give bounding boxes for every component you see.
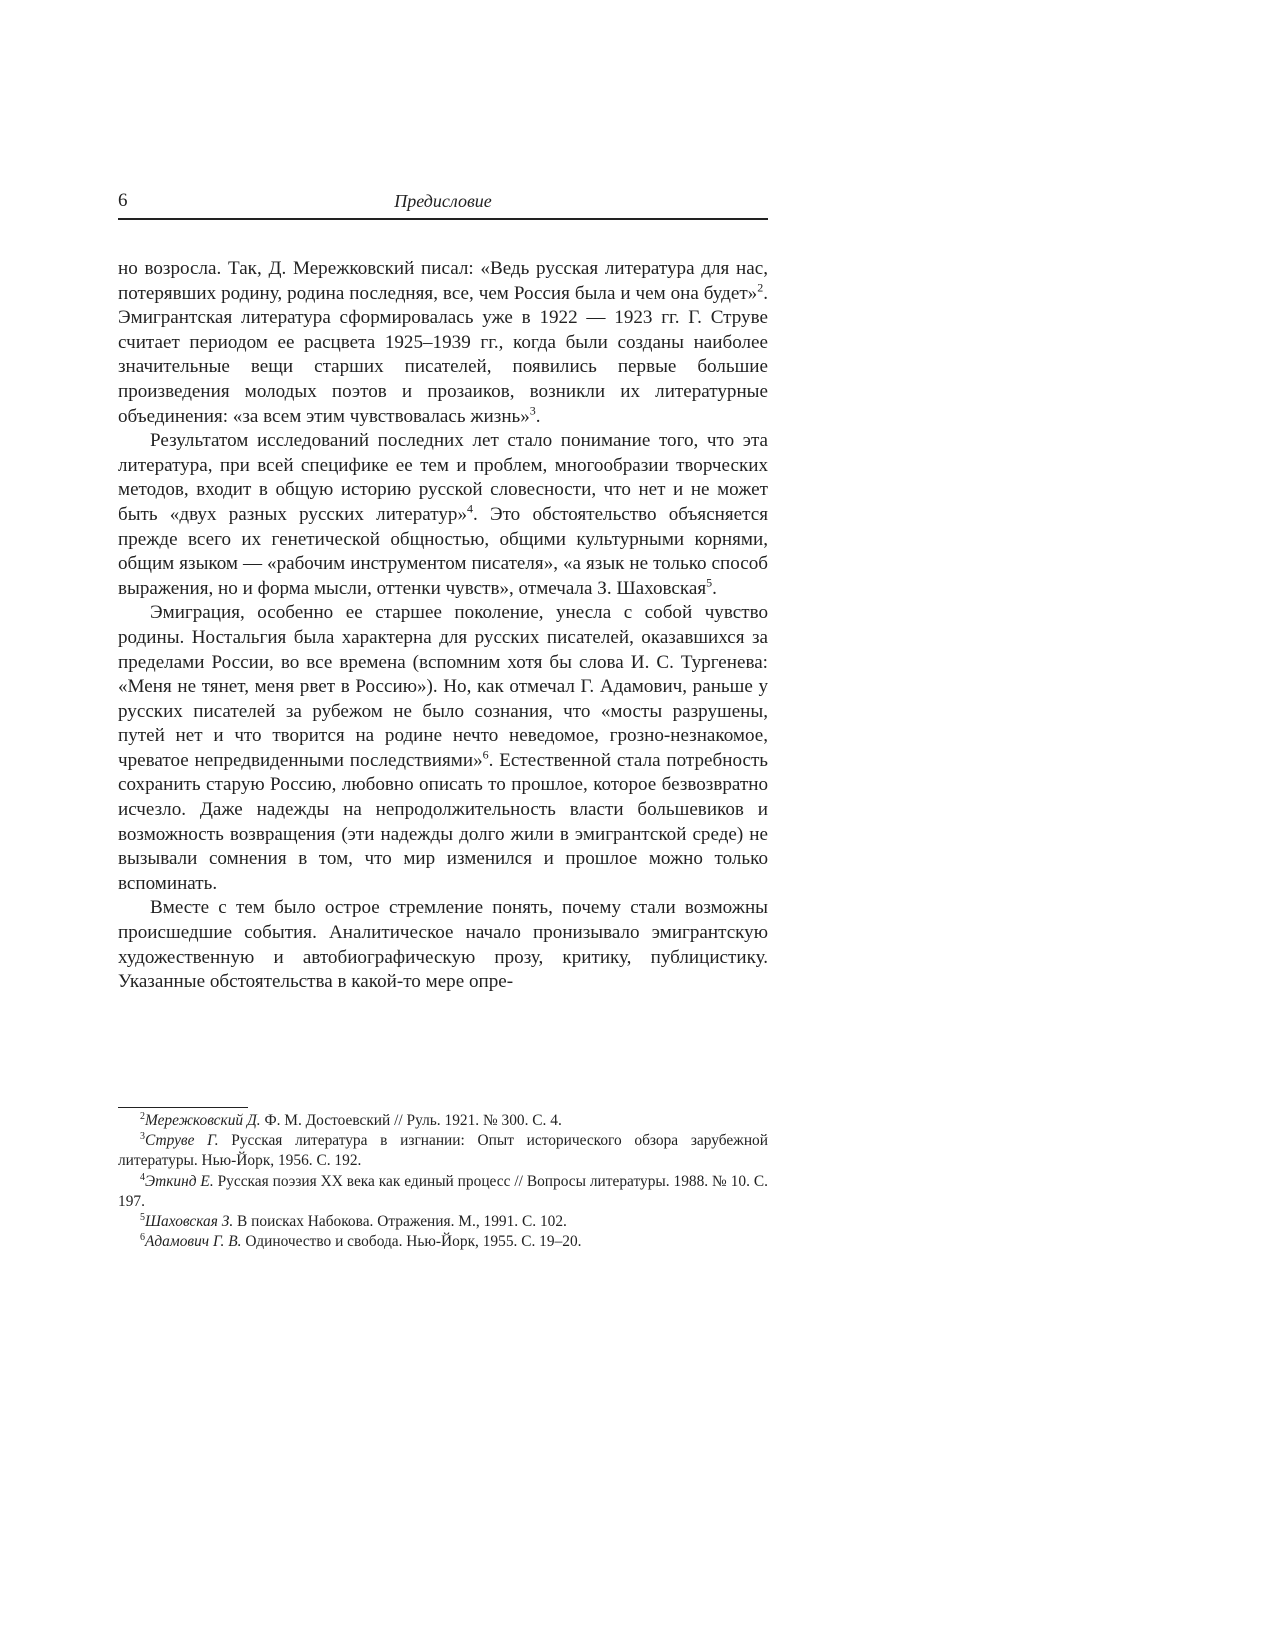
footnote-ref: 2 [757,280,764,295]
footnote-author: Эткинд Е. [145,1172,214,1190]
footnote-author: Струве Г. [145,1132,219,1150]
footnote [118,1212,768,1232]
text-run: но возросла. Так, Д. Мережковский писал: «Ведь русская литература для нас, потерявших родину, родина последняя, все, чем Россия была и чем она будет» [118,258,768,304]
text-run: Вместе с тем было острое стремление понять, почему стали возможны происшедшие события. Аналитическое начало пронизывало эмигрантскую художественную и автобиографическую прозу, критику, публицистику. Указанные обстоятельства в какой-то мере опре- [118,897,768,993]
footnote-ref: 3 [529,403,536,418]
footnote [118,1111,768,1131]
paragraph [118,257,768,429]
footnote-ref: 6 [482,747,489,762]
footnote-number: 3 [140,1131,145,1143]
running-title: Предисловие [394,191,492,211]
footnote-author: Мережковский Д. [145,1112,261,1129]
footnote-ref: 5 [706,575,713,590]
footnote-author: Шаховская З. [145,1213,234,1231]
body-text [118,257,768,995]
footnote-number: 5 [140,1211,145,1223]
footnote [118,1172,768,1212]
footnote-text: Одиночество и свобода. Нью-Йорк, 1955. С. 19–20. [241,1233,582,1251]
paragraph [118,601,768,896]
footnotes [118,1111,768,1252]
paragraph [118,896,768,994]
text-run: . Эмигрантская литература сформировалась уже в 1922 — 1923 гг. Г. Струве считает периодом ее расцвета 1925–1939 гг., когда были созданы наиболее значительные вещи старших писателей, появились первые большие произведения молодых поэтов и прозаиков, возникли их литературные объединения: «за всем этим чувствовалась жизнь» [118,282,768,427]
page-number: 6 [118,190,128,211]
footnote-number: 6 [140,1232,145,1244]
text-run: . Это обстоятельство объясняется прежде всего их генетической общностью, общими культурными корнями, общим языком — «рабочим инструментом писателя», «а язык не только способ выражения, но и форма мысли, оттенки чувств», отмечала З. Шаховская [118,503,768,599]
footnote [118,1232,768,1252]
footnote-number: 2 [140,1110,145,1122]
footnote [118,1131,768,1171]
footnote-text: Русская литература в изгнании: Опыт исторического обзора зарубежной литературы. Нью-Йорк, 1956. С. 192. [118,1132,768,1170]
paragraph [118,429,768,601]
text-run: Результатом исследований последних лет стало понимание того, что эта литература, при всей специфике ее тем и проблем, многообразии творческих методов, входит в общую историю русской словесности, что нет и не может быть «двух разных русских литератур» [118,430,768,525]
text-run: Эмиграция, особенно ее старшее поколение, унесла с собой чувство родины. Ностальгия была характерна для русских писателей, оказавшихся за пределами России, во все времена (вспомним хотя бы слова И. С. Тургенева: «Меня не тянет, меня рвет в Россию»). Но, как отмечал Г. Адамович, раньше у русских писателей за рубежом не было сознания, что «мосты разрушены, путей нет и что творится на родине нечто неведомое, грозно-незнакомое, чреватое непредвиденными последствиями» [118,602,768,771]
footnote-text: В поисках Набокова. Отражения. М., 1991. С. 102. [233,1213,567,1231]
footnote-rule [118,1107,248,1108]
text-run: . [712,577,717,599]
footnote-text: Русская поэзия XX века как единый процесс // Вопросы литературы. 1988. № 10. С. 197. [118,1172,768,1210]
footnote-ref: 4 [467,501,473,516]
footnote-text: Ф. М. Достоевский // Руль. 1921. № 300. С. 4. [260,1112,562,1129]
text-run: . Естественной стала потребность сохранить старую Россию, любовно описать то прошлое, которое безвозвратно исчезло. Даже надежды на непродолжительность власти большевиков и возможность возвращения (эти надежды долго жили в эмигрантской среде) не вызывали сомнения в том, что мир изменился и прошлое можно только вспоминать. [118,749,769,894]
footnote-number: 4 [140,1171,145,1183]
page-header [118,190,768,220]
text-run: . [535,405,541,427]
footnote-author: Адамович Г. В. [145,1233,242,1251]
